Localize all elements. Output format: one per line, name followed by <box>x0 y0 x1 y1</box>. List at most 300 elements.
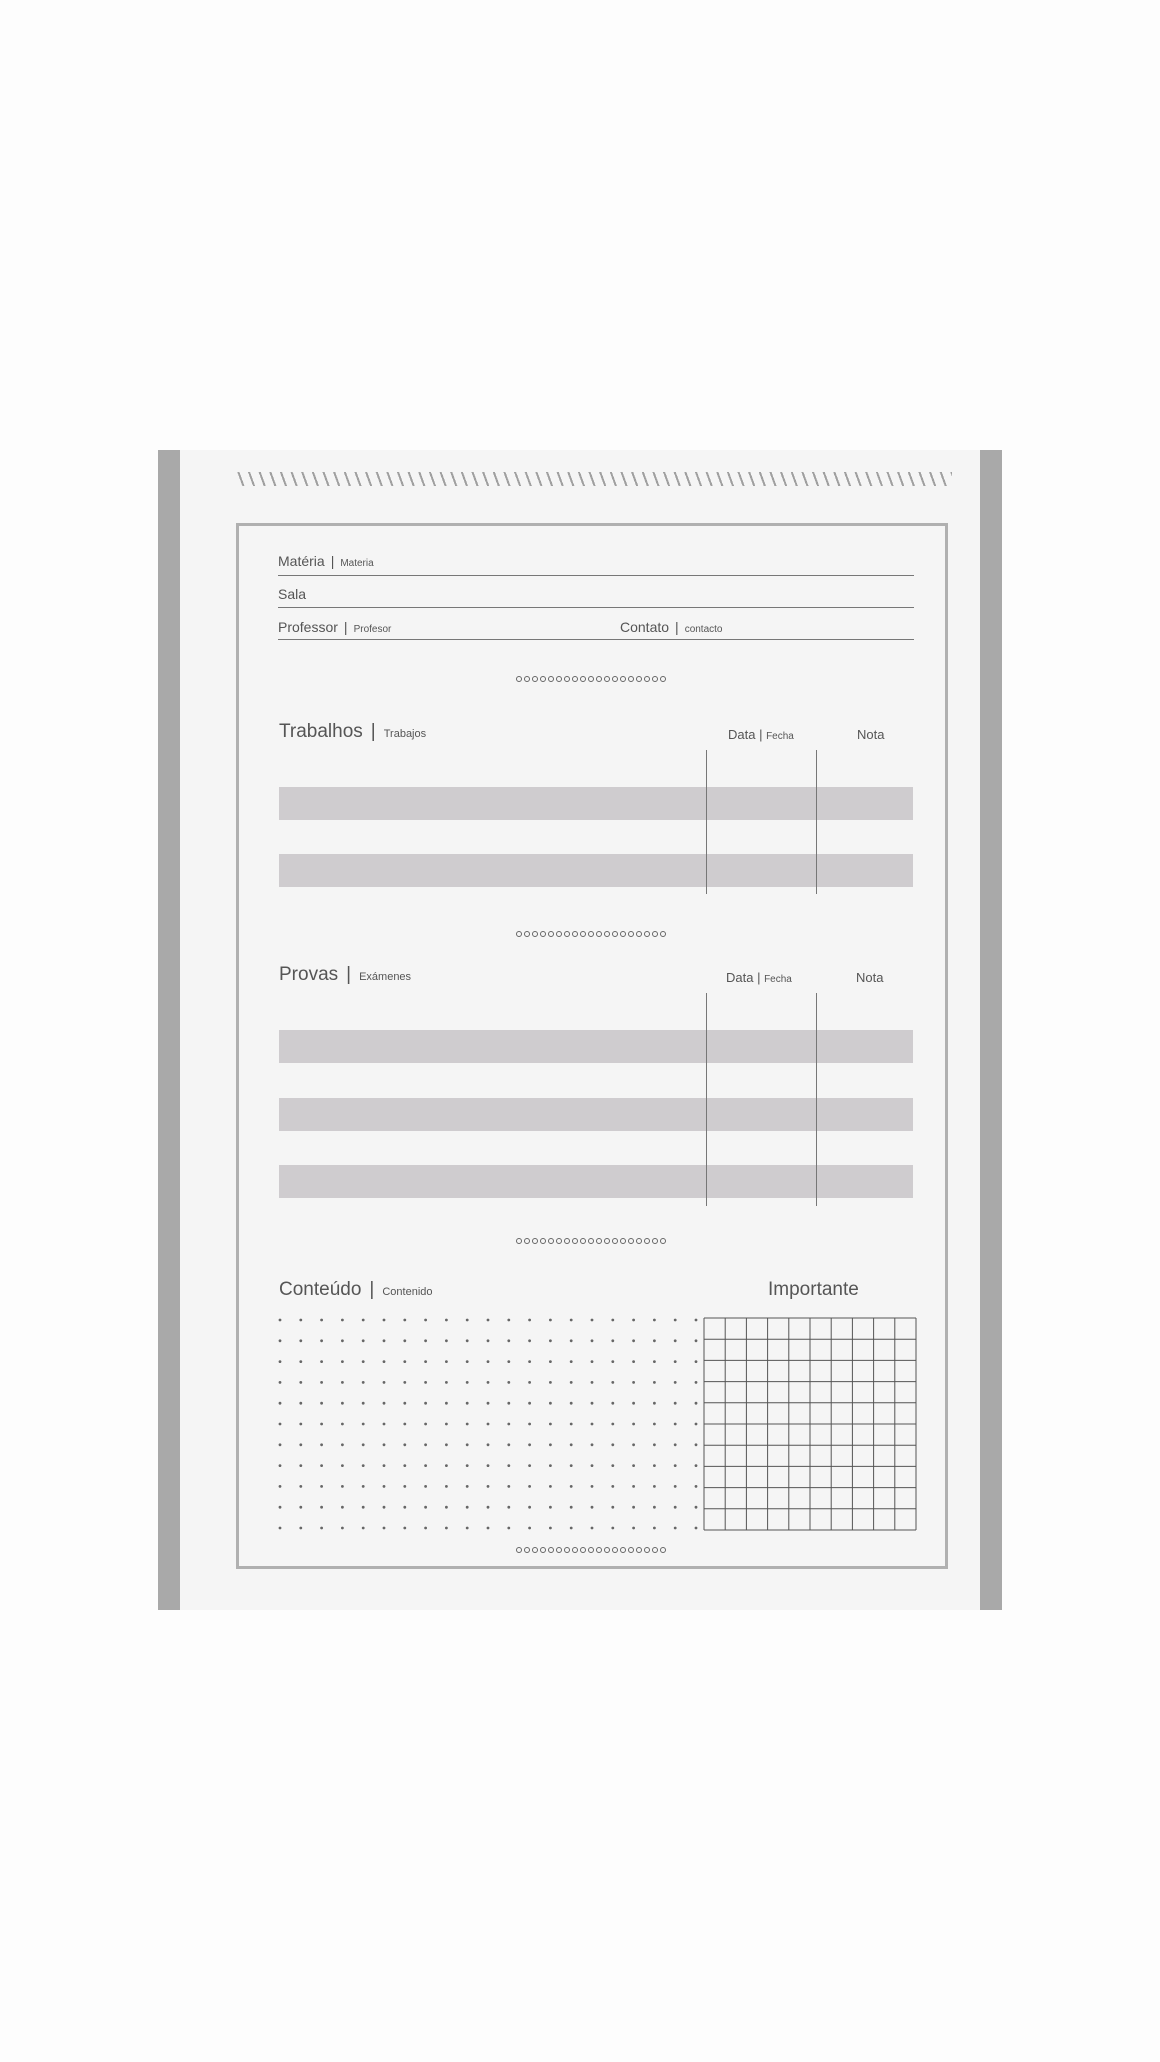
grid-dot <box>695 1443 698 1446</box>
importante-heading <box>768 1279 859 1301</box>
contato-sub-text: contacto <box>684 624 723 635</box>
grid-dot <box>695 1464 698 1467</box>
contato-label: Contato | contacto <box>620 619 723 635</box>
divider-ring <box>660 1547 666 1553</box>
grid-dot <box>591 1506 594 1509</box>
contato-label-text: Contato <box>620 619 670 635</box>
grid-dot <box>320 1485 323 1488</box>
grid-dot <box>362 1319 365 1322</box>
divider-ring <box>660 676 666 682</box>
trabalhos-grade-label: Nota <box>857 727 885 742</box>
grid-dot <box>383 1402 386 1405</box>
grid-dot <box>487 1464 490 1467</box>
grid-dot <box>383 1506 386 1509</box>
grid-dot <box>487 1423 490 1426</box>
conteudo-title: Conteúdo <box>279 1279 362 1300</box>
grid-dot <box>695 1402 698 1405</box>
divider-ring <box>548 676 554 682</box>
grid-dot <box>507 1464 510 1467</box>
grid-dot <box>674 1485 677 1488</box>
divider-dots <box>516 1238 666 1244</box>
grid-dot <box>507 1443 510 1446</box>
divider-ring <box>580 676 586 682</box>
grid-dot <box>320 1506 323 1509</box>
grid-dot <box>383 1319 386 1322</box>
grid-dot <box>445 1360 448 1363</box>
grid-dot <box>299 1381 302 1384</box>
grid-dot <box>570 1319 573 1322</box>
grid-dot <box>341 1485 344 1488</box>
grid-dot <box>507 1319 510 1322</box>
grid-dot <box>445 1443 448 1446</box>
grid-dot <box>424 1485 427 1488</box>
divider-ring <box>580 931 586 937</box>
grid-dot <box>362 1339 365 1342</box>
provas-row-bar[interactable] <box>279 1165 913 1198</box>
divider-ring <box>580 1547 586 1553</box>
grid-dot <box>632 1319 635 1322</box>
divider-ring <box>524 931 530 937</box>
trabalhos-grade-header <box>857 727 884 742</box>
grid-dot <box>570 1443 573 1446</box>
grid-dot <box>279 1423 282 1426</box>
trabalhos-date-column-line <box>706 750 707 894</box>
provas-sub: Exámenes <box>359 971 412 983</box>
grid-dot <box>445 1485 448 1488</box>
grid-dot <box>445 1402 448 1405</box>
trabalhos-row-bar[interactable] <box>279 787 913 820</box>
divider-ring <box>532 676 538 682</box>
grid-dot <box>341 1339 344 1342</box>
divider-ring <box>628 931 634 937</box>
grid-dot <box>320 1443 323 1446</box>
provas-date-label: Data <box>726 970 754 985</box>
grid-dot <box>487 1360 490 1363</box>
grid-dot <box>362 1527 365 1530</box>
grid-dot <box>279 1464 282 1467</box>
divider-ring <box>540 1547 546 1553</box>
materia-sub-text: Materia <box>340 558 374 569</box>
trabalhos-grade-column-line <box>816 750 817 894</box>
grid-dot <box>466 1527 469 1530</box>
grid-dot <box>653 1485 656 1488</box>
grid-dot <box>653 1339 656 1342</box>
divider-dots <box>516 931 666 937</box>
grid-dot <box>695 1527 698 1530</box>
grid-dot <box>528 1443 531 1446</box>
grid-dot <box>591 1339 594 1342</box>
grid-dot <box>528 1423 531 1426</box>
grid-dot <box>674 1443 677 1446</box>
grid-dot <box>445 1506 448 1509</box>
grid-dot <box>528 1319 531 1322</box>
grid-dot <box>674 1423 677 1426</box>
grid-dot <box>570 1381 573 1384</box>
professor-sub-text: Profesor <box>353 624 392 635</box>
grid-dot <box>591 1423 594 1426</box>
divider-ring <box>644 1238 650 1244</box>
grid-dot <box>424 1360 427 1363</box>
grid-dot <box>299 1485 302 1488</box>
grid-dot <box>695 1360 698 1363</box>
grid-dot <box>299 1506 302 1509</box>
divider-ring <box>644 676 650 682</box>
sala-label-text: Sala <box>278 586 307 602</box>
divider-ring <box>644 931 650 937</box>
trabalhos-row-bar[interactable] <box>279 854 913 887</box>
divider-ring <box>628 676 634 682</box>
grid-dot <box>611 1443 614 1446</box>
grid-dot <box>528 1464 531 1467</box>
trabalhos-sub: Trabajos <box>383 728 427 740</box>
grid-dot <box>320 1527 323 1530</box>
grid-dot <box>507 1339 510 1342</box>
grid-dot <box>507 1381 510 1384</box>
sala-label <box>278 586 306 602</box>
grid-dot <box>653 1464 656 1467</box>
grid-dot <box>528 1381 531 1384</box>
grid-dot <box>279 1360 282 1363</box>
grid-dot <box>632 1339 635 1342</box>
grid-dot <box>466 1506 469 1509</box>
grid-dot <box>611 1339 614 1342</box>
conteudo-dot-grid[interactable] <box>276 1314 696 1534</box>
grid-dot <box>466 1443 469 1446</box>
divider-ring <box>556 1238 562 1244</box>
divider-ring <box>604 1547 610 1553</box>
grid-dot <box>632 1360 635 1363</box>
divider-ring <box>548 1238 554 1244</box>
grid-dot <box>653 1443 656 1446</box>
grid-dot <box>341 1423 344 1426</box>
grid-dot <box>445 1464 448 1467</box>
grid-dot <box>549 1527 552 1530</box>
divider-ring <box>556 676 562 682</box>
divider-ring <box>524 676 530 682</box>
grid-dot <box>362 1485 365 1488</box>
conteudo-heading: Conteúdo | Contenido <box>279 1279 433 1300</box>
grid-dot <box>653 1381 656 1384</box>
divider-ring <box>652 676 658 682</box>
divider-ring <box>564 1547 570 1553</box>
grid-dot <box>279 1402 282 1405</box>
grid-dot <box>528 1402 531 1405</box>
divider-ring <box>652 931 658 937</box>
grid-dot <box>403 1381 406 1384</box>
grid-dot <box>570 1506 573 1509</box>
grid-dot <box>466 1319 469 1322</box>
grid-dot <box>466 1360 469 1363</box>
grid-dot <box>674 1360 677 1363</box>
divider-ring <box>596 1547 602 1553</box>
grid-dot <box>570 1485 573 1488</box>
grid-dot <box>341 1319 344 1322</box>
divider-ring <box>620 1547 626 1553</box>
grid-dot <box>653 1506 656 1509</box>
grid-dot <box>507 1527 510 1530</box>
grid-dot <box>445 1423 448 1426</box>
grid-dot <box>591 1360 594 1363</box>
grid-dot <box>695 1485 698 1488</box>
grid-dot <box>653 1360 656 1363</box>
grid-dot <box>674 1506 677 1509</box>
grid-dot <box>549 1423 552 1426</box>
grid-dot <box>632 1443 635 1446</box>
divider-ring <box>628 1547 634 1553</box>
grid-dot <box>341 1464 344 1467</box>
trabalhos-date-sub: Fecha <box>766 731 794 742</box>
divider-ring <box>604 676 610 682</box>
grid-dot <box>549 1464 552 1467</box>
grid-dot <box>487 1381 490 1384</box>
grid-dot <box>424 1402 427 1405</box>
grid-dot <box>632 1527 635 1530</box>
grid-dot <box>466 1402 469 1405</box>
grid-dot <box>445 1381 448 1384</box>
grid-dot <box>279 1485 282 1488</box>
grid-dot <box>549 1319 552 1322</box>
divider-ring <box>556 931 562 937</box>
grid-dot <box>466 1485 469 1488</box>
divider-ring <box>516 931 522 937</box>
grid-dot <box>549 1506 552 1509</box>
grid-dot <box>528 1339 531 1342</box>
divider-dots <box>516 1547 666 1553</box>
grid-dot <box>591 1381 594 1384</box>
divider-ring <box>588 676 594 682</box>
grid-dot <box>466 1423 469 1426</box>
divider-ring <box>644 1547 650 1553</box>
grid-dot <box>362 1464 365 1467</box>
grid-dot <box>487 1402 490 1405</box>
grid-dot <box>487 1339 490 1342</box>
grid-dot <box>424 1464 427 1467</box>
grid-dot <box>549 1443 552 1446</box>
grid-dot <box>341 1527 344 1530</box>
divider-ring <box>532 1547 538 1553</box>
grid-dot <box>299 1527 302 1530</box>
grid-dot <box>507 1485 510 1488</box>
trabalhos-date-header: Data | Fecha <box>728 727 794 742</box>
provas-title: Provas <box>279 964 339 985</box>
grid-dot <box>320 1381 323 1384</box>
divider-ring <box>516 1238 522 1244</box>
grid-dot <box>632 1381 635 1384</box>
grid-dot <box>528 1527 531 1530</box>
divider-ring <box>572 1238 578 1244</box>
divider-ring <box>652 1238 658 1244</box>
materia-field-line[interactable] <box>278 575 914 576</box>
grid-dot <box>403 1423 406 1426</box>
grid-dot <box>362 1402 365 1405</box>
trabalhos-title: Trabalhos <box>279 721 363 742</box>
grid-dot <box>611 1360 614 1363</box>
divider-ring <box>588 1238 594 1244</box>
divider-ring <box>604 1238 610 1244</box>
right-edge-strip <box>980 450 1002 1610</box>
divider-ring <box>652 1547 658 1553</box>
divider-ring <box>612 676 618 682</box>
grid-dot <box>320 1423 323 1426</box>
grid-dot <box>299 1339 302 1342</box>
grid-dot <box>341 1402 344 1405</box>
grid-dot <box>549 1381 552 1384</box>
grid-dot <box>320 1319 323 1322</box>
grid-dot <box>362 1381 365 1384</box>
provas-grade-column-line <box>816 993 817 1206</box>
grid-dot <box>653 1423 656 1426</box>
divider-ring <box>612 1238 618 1244</box>
grid-dot <box>591 1485 594 1488</box>
divider-ring <box>572 1547 578 1553</box>
divider-ring <box>660 1238 666 1244</box>
grid-dot <box>383 1485 386 1488</box>
grid-dot <box>570 1423 573 1426</box>
grid-dot <box>632 1485 635 1488</box>
divider-ring <box>596 931 602 937</box>
grid-dot <box>591 1402 594 1405</box>
grid-dot <box>383 1339 386 1342</box>
divider-ring <box>540 931 546 937</box>
provas-row-bar[interactable] <box>279 1098 913 1131</box>
grid-dot <box>341 1381 344 1384</box>
grid-dot <box>549 1402 552 1405</box>
divider-ring <box>564 676 570 682</box>
divider-ring <box>612 931 618 937</box>
divider-ring <box>556 1547 562 1553</box>
grid-dot <box>549 1485 552 1488</box>
grid-dot <box>611 1423 614 1426</box>
grid-dot <box>507 1360 510 1363</box>
grid-dot <box>591 1464 594 1467</box>
divider-ring <box>588 1547 594 1553</box>
grid-dot <box>299 1319 302 1322</box>
grid-dot <box>487 1443 490 1446</box>
divider-ring <box>516 676 522 682</box>
grid-dot <box>424 1381 427 1384</box>
grid-dot <box>403 1527 406 1530</box>
divider-ring <box>636 1547 642 1553</box>
sala-field-line[interactable] <box>278 607 914 608</box>
provas-date-column-line <box>706 993 707 1206</box>
grid-dot <box>383 1527 386 1530</box>
grid-dot <box>403 1360 406 1363</box>
grid-dot <box>320 1464 323 1467</box>
grid-dot <box>695 1506 698 1509</box>
grid-dot <box>507 1423 510 1426</box>
grid-dot <box>674 1464 677 1467</box>
grid-dot <box>653 1319 656 1322</box>
divider-ring <box>516 1547 522 1553</box>
grid-dot <box>466 1381 469 1384</box>
grid-dot <box>383 1443 386 1446</box>
grid-dot <box>341 1506 344 1509</box>
grid-dot <box>611 1485 614 1488</box>
grid-dot <box>383 1381 386 1384</box>
grid-dot <box>528 1485 531 1488</box>
grid-dot <box>611 1402 614 1405</box>
grid-dot <box>611 1319 614 1322</box>
left-edge-strip <box>158 450 180 1610</box>
divider-ring <box>596 1238 602 1244</box>
grid-dot <box>632 1506 635 1509</box>
grid-dot <box>341 1443 344 1446</box>
hatch-border <box>236 472 952 486</box>
divider-ring <box>548 931 554 937</box>
grid-dot <box>674 1527 677 1530</box>
professor-label: Professor | Profesor <box>278 619 392 635</box>
grid-dot <box>549 1339 552 1342</box>
grid-dot <box>695 1319 698 1322</box>
grid-dot <box>591 1319 594 1322</box>
divider-ring <box>612 1547 618 1553</box>
grid-dot <box>487 1485 490 1488</box>
grid-dot <box>570 1464 573 1467</box>
importante-square-grid[interactable] <box>704 1318 916 1533</box>
grid-dot <box>362 1360 365 1363</box>
materia-label-text: Matéria <box>278 553 325 569</box>
professor-contato-field-line[interactable] <box>278 639 914 640</box>
divider-dots <box>516 676 666 682</box>
divider-ring <box>548 1547 554 1553</box>
grid-dot <box>570 1402 573 1405</box>
grid-dot <box>403 1485 406 1488</box>
grid-dot <box>570 1360 573 1363</box>
grid-dot <box>299 1443 302 1446</box>
grid-dot <box>591 1527 594 1530</box>
grid-dot <box>403 1443 406 1446</box>
grid-dot <box>611 1381 614 1384</box>
grid-dot <box>695 1381 698 1384</box>
divider-ring <box>580 1238 586 1244</box>
grid-dot <box>653 1402 656 1405</box>
professor-label-text: Professor <box>278 619 338 635</box>
divider-ring <box>564 1238 570 1244</box>
grid-dot <box>424 1506 427 1509</box>
grid-dot <box>695 1339 698 1342</box>
grid-dot <box>611 1527 614 1530</box>
divider-ring <box>636 676 642 682</box>
grid-dot <box>570 1527 573 1530</box>
divider-ring <box>532 931 538 937</box>
provas-row-bar[interactable] <box>279 1030 913 1063</box>
grid-dot <box>279 1381 282 1384</box>
grid-dot <box>424 1319 427 1322</box>
grid-dot <box>320 1360 323 1363</box>
grid-dot <box>403 1464 406 1467</box>
grid-dot <box>362 1506 365 1509</box>
provas-grade-label: Nota <box>856 970 884 985</box>
grid-dot <box>279 1339 282 1342</box>
grid-dot <box>299 1423 302 1426</box>
divider-ring <box>532 1238 538 1244</box>
divider-ring <box>524 1547 530 1553</box>
grid-dot <box>632 1402 635 1405</box>
divider-ring <box>540 1238 546 1244</box>
grid-dot <box>424 1423 427 1426</box>
grid-dot <box>632 1423 635 1426</box>
divider-ring <box>596 676 602 682</box>
grid-dot <box>403 1506 406 1509</box>
grid-dot <box>362 1423 365 1426</box>
divider-ring <box>636 931 642 937</box>
divider-ring <box>572 676 578 682</box>
grid-dot <box>487 1506 490 1509</box>
materia-label: Matéria | Materia <box>278 553 374 569</box>
grid-dot <box>424 1339 427 1342</box>
grid-dot <box>299 1402 302 1405</box>
grid-dot <box>507 1506 510 1509</box>
